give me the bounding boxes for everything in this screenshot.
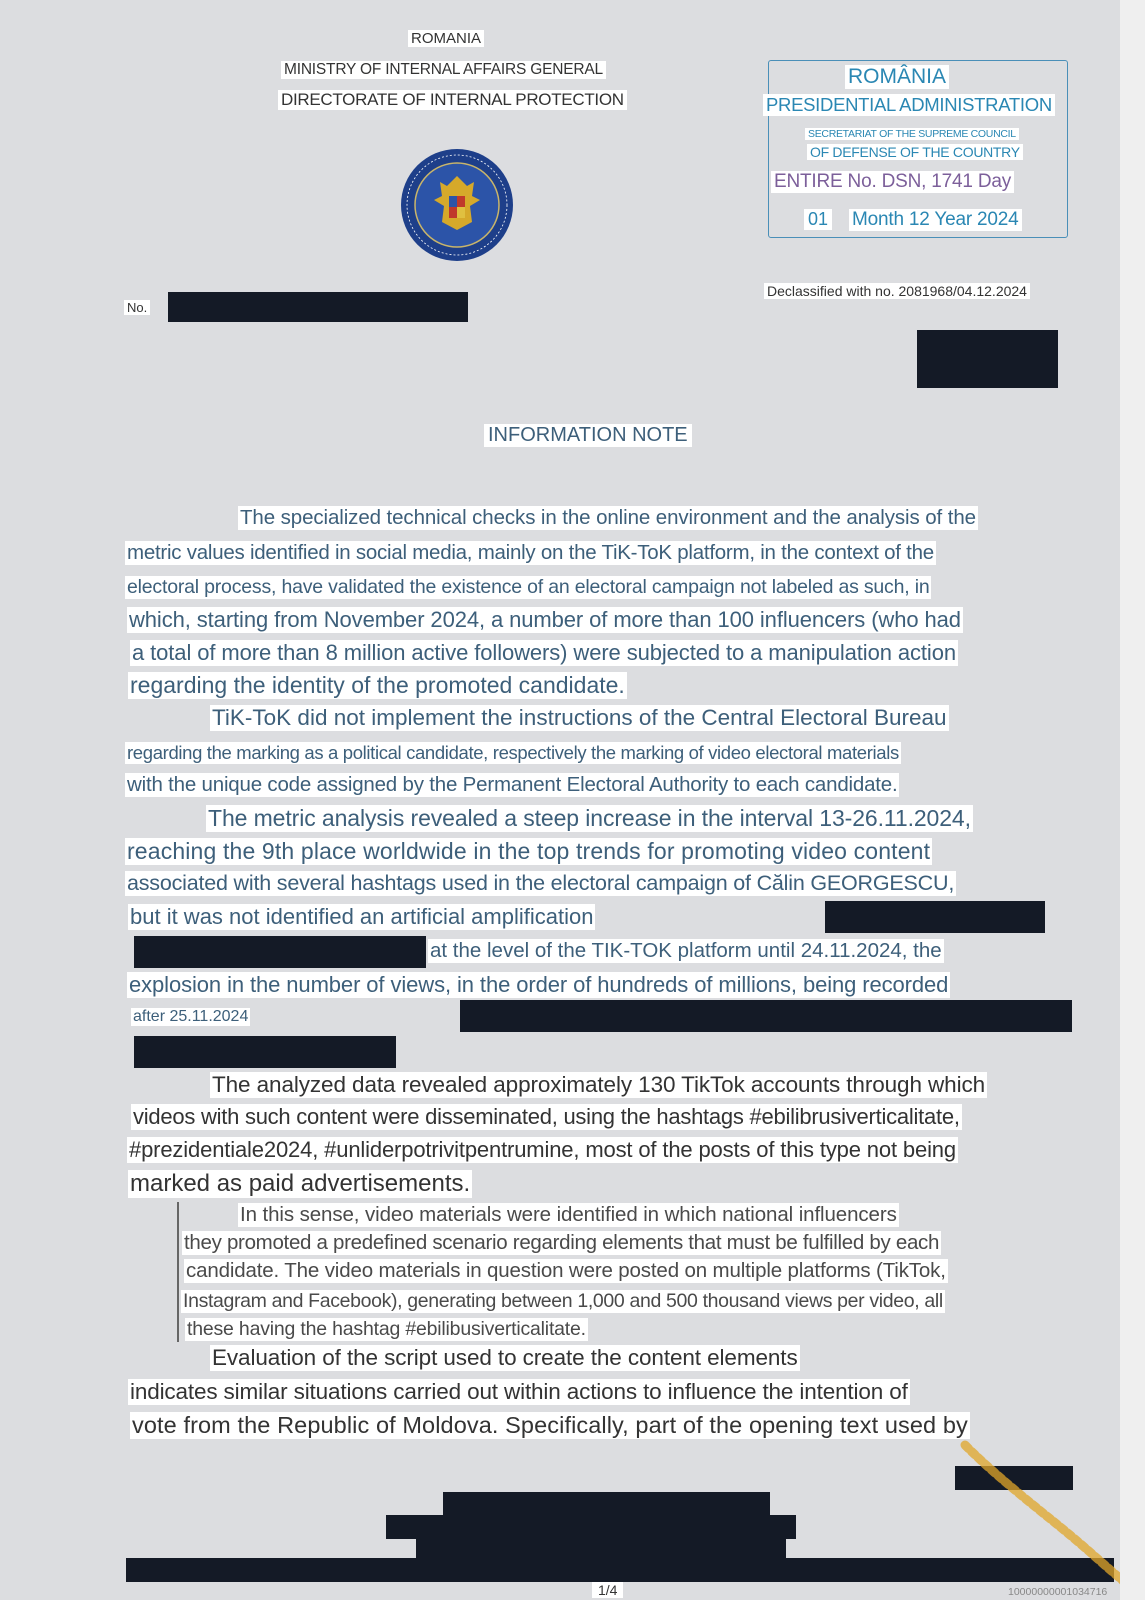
p3-line-7: after 25.11.2024 — [133, 1008, 249, 1025]
stamp-secretariat-line2: OF DEFENSE OF THE COUNTRY — [807, 144, 1023, 160]
redaction-block — [134, 1036, 396, 1068]
p3-line-5: at the level of the TIK-TOK platform until 24.11.2024, the — [430, 939, 942, 962]
p4-line-3: #prezidentiale2024, #unliderpotrivitpentrumine, most of the posts of this type not being — [129, 1137, 956, 1162]
stain-mark — [960, 1440, 1145, 1600]
stamp-month-year: Month 12 Year 2024 — [849, 209, 1022, 231]
redaction-block — [825, 901, 1045, 933]
stamp-day: 01 — [804, 209, 832, 230]
p2-line-3: with the unique code assigned by the Permanent Electoral Authority to each candidate. — [127, 773, 898, 796]
redaction-block — [134, 936, 426, 968]
p6-line-2: indicates similar situations carried out within actions to influence the intention of — [130, 1379, 908, 1404]
p3-line-2: reaching the 9th place worldwide in the top trends for promoting video content — [127, 838, 931, 864]
p5-line-5: these having the hashtag #ebilibusiverticalitate. — [187, 1318, 586, 1340]
p1-line-4: which, starting from November 2024, a number of more than 100 influencers (who had — [129, 607, 961, 632]
p1-line-5: a total of more than 8 million active followers) were subjected to a manipulation action — [132, 640, 956, 665]
p6-line-3: vote from the Republic of Moldova. Specifically, part of the opening text used by — [132, 1412, 968, 1438]
header-ministry-line1: MINISTRY OF INTERNAL AFFAIRS GENERAL — [281, 61, 606, 79]
p4-line-2: videos with such content were disseminated, using the hashtags #ebilibrusiverticalitate, — [133, 1104, 960, 1129]
p4-line-1: The analyzed data revealed approximately 130 TikTok accounts through which — [212, 1072, 986, 1097]
redaction-block — [168, 292, 468, 322]
stamp-country: ROMÂNIA — [845, 65, 949, 89]
declassified-note: Declassified with no. 2081968/04.12.2024 — [764, 283, 1030, 299]
p4-line-4: marked as paid advertisements. — [130, 1170, 471, 1197]
p5-line-4: Instagram and Facebook), generating between 1,000 and 500 thousand views per video, all — [183, 1290, 943, 1312]
p1-line-1: The specialized technical checks in the online environment and the analysis of the — [240, 506, 976, 529]
p3-line-1: The metric analysis revealed a steep increase in the interval 13-26.11.2024, — [208, 805, 971, 831]
margin-rule — [177, 1202, 179, 1342]
p1-line-3: electoral process, have validated the existence of an electoral campaign not labeled as such, in — [127, 576, 930, 598]
p5-line-1: In this sense, video materials were identified in which national influencers — [240, 1203, 897, 1226]
registry-stamp — [768, 60, 1068, 238]
redaction-block — [460, 1000, 1072, 1032]
stamp-secretariat-line1: SECRETARIAT OF THE SUPREME COUNCIL — [805, 128, 1019, 140]
page-number: 1/4 — [592, 1582, 623, 1598]
p3-line-6: explosion in the number of views, in the order of hundreds of millions, being recorded — [129, 972, 949, 997]
header-country: ROMANIA — [408, 30, 484, 47]
p5-line-3: candidate. The video materials in question were posted on multiple platforms (TikTok, — [186, 1259, 946, 1282]
stamp-institution: PRESIDENTIAL ADMINISTRATION — [763, 94, 1055, 116]
p5-line-2: they promoted a predefined scenario regarding elements that must be fulfilled by each — [184, 1231, 940, 1254]
redaction-block — [416, 1536, 786, 1582]
p1-line-6: regarding the identity of the promoted candidate. — [130, 672, 625, 698]
p3-line-3: associated with several hashtags used in the electoral campaign of Călin GEORGESCU, — [127, 871, 955, 895]
document-title: INFORMATION NOTE — [484, 424, 692, 447]
redaction-block — [917, 330, 1058, 388]
header-ministry-line2: DIRECTORATE OF INTERNAL PROTECTION — [278, 90, 627, 110]
page-edge — [1120, 0, 1145, 1600]
p2-line-2: regarding the marking as a political candidate, respectively the marking of video electoral materials — [127, 742, 899, 763]
p1-line-2: metric values identified in social media, mainly on the TiK-ToK platform, in the context of the — [127, 541, 934, 564]
p3-line-4: but it was not identified an artificial amplification — [130, 904, 594, 929]
document-number-label: No. — [124, 300, 150, 315]
stamp-entry-number: ENTIRE No. DSN, 1741 Day — [771, 171, 1014, 193]
p6-line-1: Evaluation of the script used to create the content elements — [212, 1345, 798, 1370]
document-code: 10000000001034716 — [1008, 1586, 1108, 1598]
ministry-seal-icon — [400, 148, 515, 263]
p2-line-1: TiK-ToK did not implement the instructions of the Central Electoral Bureau — [212, 705, 947, 730]
